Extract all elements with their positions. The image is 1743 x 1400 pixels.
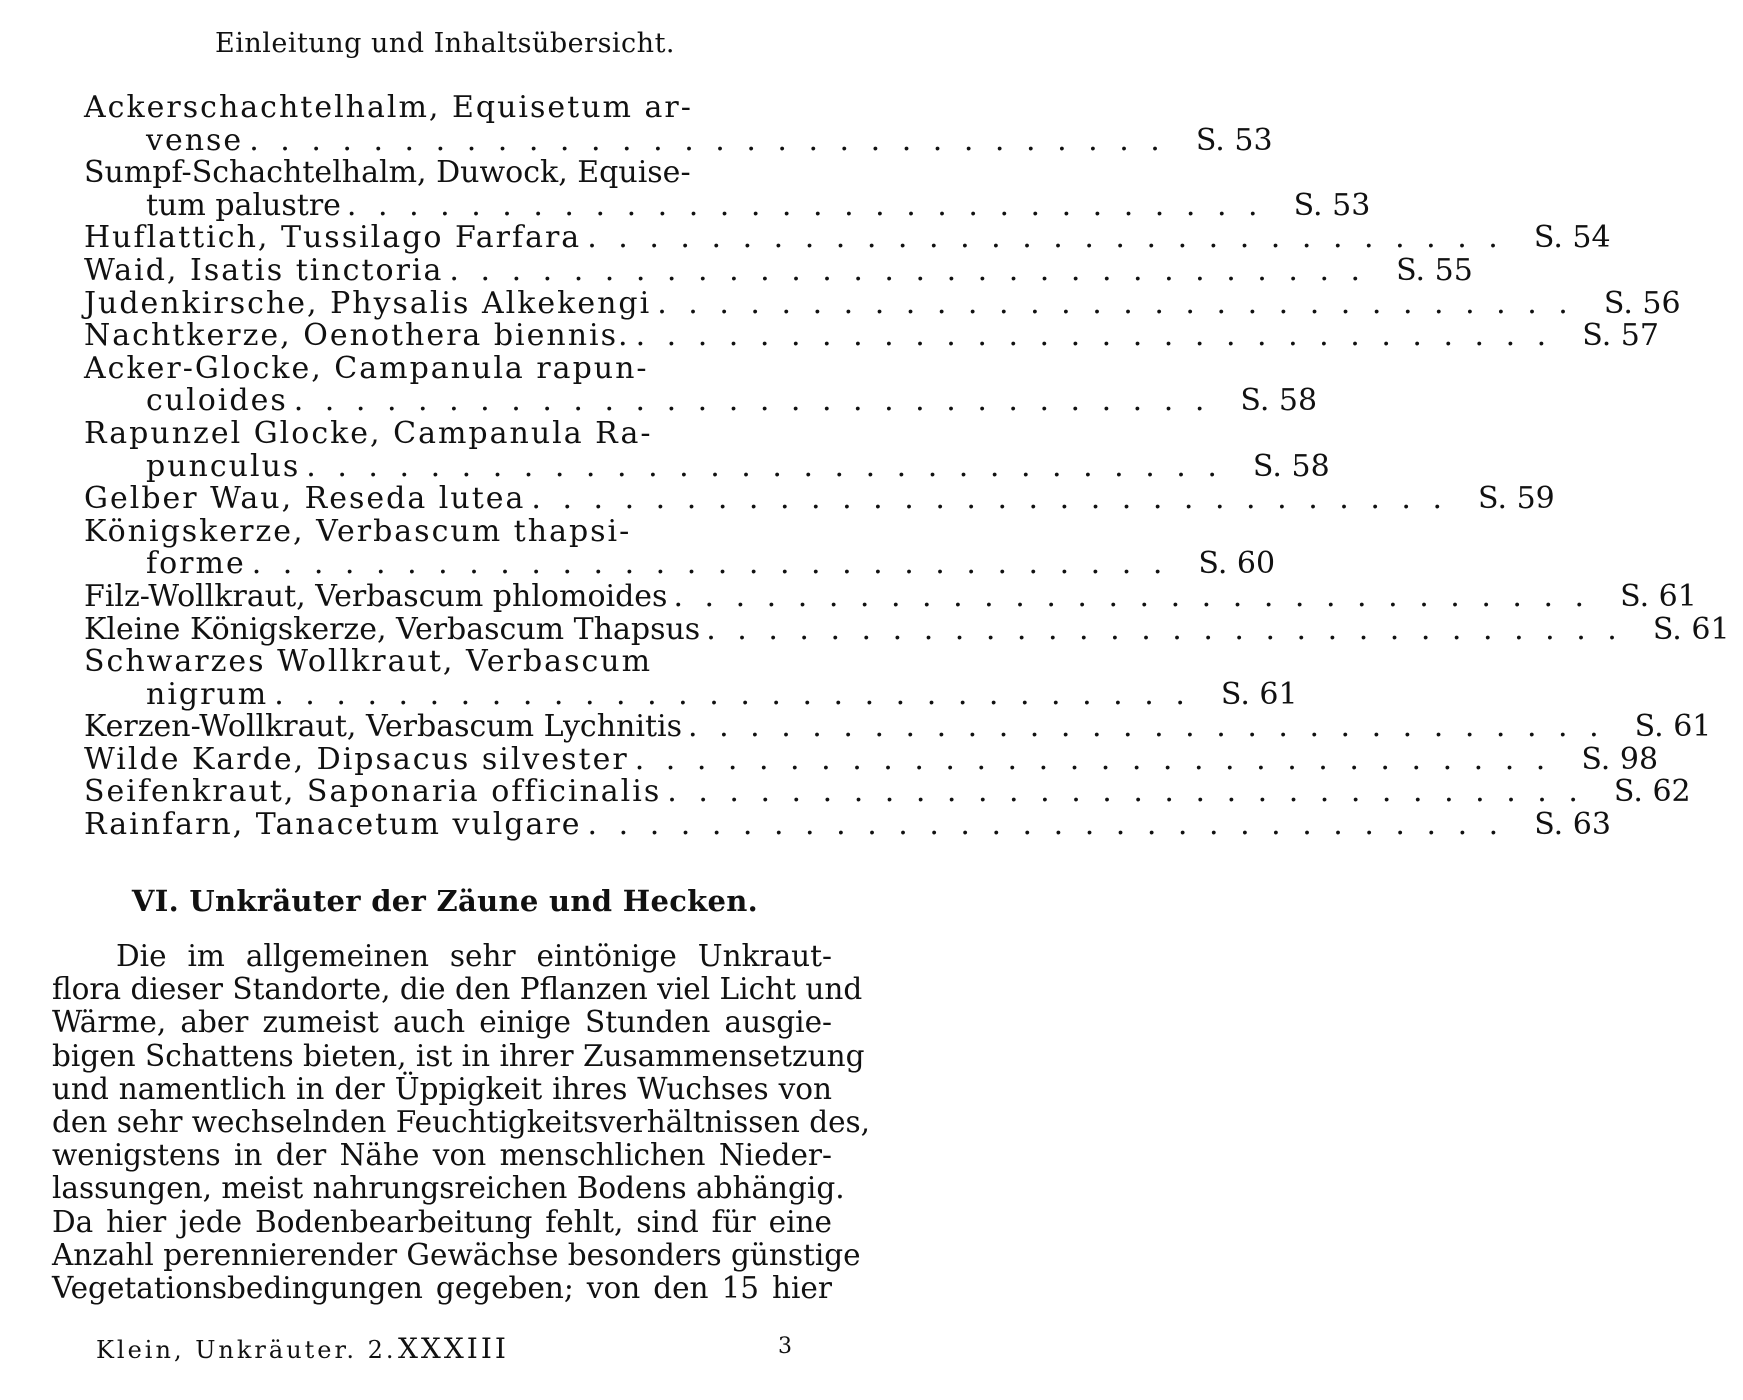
toc-entry [84,807,1611,843]
toc-page-number: S. 53 [1195,122,1273,158]
toc-entry [84,187,1371,223]
footer-page-number: 3 [778,1334,792,1359]
toc-page-number: S. 59 [1478,481,1555,517]
toc-entry [84,481,1555,517]
toc-leader-dots: . . . . . . . . . . . . . . . . . . . . . . . . . . . . . . [657,285,1574,321]
toc-entry [84,415,834,451]
toc-page-number: S. 61 [1220,676,1298,712]
toc-entry-text: Wilde Karde, Dipsacus silvester [84,741,629,777]
toc-leader-dots: . . . . . . . . . . . . . . . . . . . . . . . . . . . . . . [249,122,1166,158]
toc-entry-text: Nachtkerze, Oenothera biennis. [84,318,630,354]
toc-entry [84,318,1659,354]
toc-entry [84,122,1273,158]
toc-entry [84,741,1659,777]
toc-entry-text: Kleine Königskerze, Verbascum Thapsus [84,611,701,647]
running-head: Einleitung und Inhaltsübersicht. [215,28,675,59]
toc-entry [84,285,1681,321]
toc-entry-text: forme [146,546,246,582]
footer-author: Klein, Unkräuter. 2. [96,1336,397,1364]
toc-entry-text: Kerzen-Wollkraut, Verbascum Lychnitis [84,709,683,745]
toc-leader-dots: . . . . . . . . . . . . . . . . . . . . . . . . . . . . . . [251,546,1169,582]
toc-leader-dots: . . . . . . . . . . . . . . . . . . . . . . . . . . . . . . [587,807,1505,843]
body-line: und namentlich in der Üppigkeit ihres Wuchses von [52,1071,832,1106]
toc-entry-text: Seifenkraut, Saponaria officinalis [84,774,662,810]
page-footer [96,1332,796,1376]
toc-entry-text: nigrum [146,676,269,712]
toc-page-number: S. 55 [1396,252,1473,288]
toc-page-number: S. 61 [1634,709,1712,745]
toc-entry-text: Rapunzel Glocke, Campanula Ra- [84,415,653,451]
toc-entry [84,350,834,386]
toc-leader-dots: . . . . . . . . . . . . . . . . . . . . . . . . . . . . . . [293,383,1211,419]
toc-page-number: S. 58 [1240,383,1318,419]
toc-entry [84,709,1712,745]
toc-entry-text: Gelber Wau, Reseda lutea [84,481,526,517]
body-line: wenigstens in der Nähe von menschlichen Nieder- [52,1138,832,1173]
toc-entry [84,448,1330,484]
toc-entry [84,513,834,549]
toc-leader-dots: . . . . . . . . . . . . . . . . . . . . . . . . . . . . . . [673,578,1591,614]
toc-entry-text: Ackerschachtelhalm, Equisetum ar- [84,90,693,125]
body-line: Anzahl perennierender Gewächse besonders günstige [52,1237,861,1272]
toc-entry [84,220,1611,256]
toc-entry [84,92,834,125]
toc-page-number: S. 98 [1581,741,1659,777]
toc-entry-text: Schwarzes Wollkraut, Verbascum [84,644,653,680]
toc-page-number: S. 57 [1582,318,1659,354]
toc-leader-dots: . . . . . . . . . . . . . . . . . . . . . . . . . . . . . . [306,448,1223,484]
toc-entry-text: vense [146,122,244,158]
toc-leader-dots: . . . . . . . . . . . . . . . . . . . . . . . . . . . . . . [531,481,1449,517]
section-heading: VI. Unkräuter der Zäune und Hecken. [131,884,759,918]
toc-page-number: S. 53 [1293,187,1371,223]
toc-entry-text: culoides [146,383,288,419]
toc-page-number: S. 63 [1534,807,1611,843]
toc-leader-dots: . . . . . . . . . . . . . . . . . . . . . . . . . . . . . . [635,318,1553,354]
body-line: den sehr wechselnden Feuchtigkeitsverhältnissen des, [52,1104,871,1139]
body-line: flora dieser Standorte, die den Pflanzen viel Licht und [52,972,863,1007]
toc-page-number: S. 62 [1613,774,1691,810]
toc-leader-dots: . . . . . . . . . . . . . . . . . . . . . . . . . . . . . . [449,252,1367,288]
body-line: Die im allgemeinen sehr eintönige Unkraut- [116,939,832,973]
toc-entry-text: Königskerze, Verbascum thapsi- [84,513,632,549]
toc-entry [84,383,1318,419]
toc-entry [84,646,834,679]
toc-entry-text: Sumpf-Schachtelhalm, Duwock, Equise- [84,155,691,191]
toc-entry-text: Filz-Wollkraut, Verbascum phlomoides [84,578,668,614]
toc-page-number: S. 58 [1252,448,1330,484]
toc-page-number: S. 61 [1652,611,1730,647]
toc-leader-dots: . . . . . . . . . . . . . . . . . . . . . . . . . . . . . . [346,187,1264,223]
toc-entry [84,774,1691,810]
toc-leader-dots: . . . . . . . . . . . . . . . . . . . . . . . . . . . . . . [706,611,1623,647]
toc-entry [84,157,834,190]
body-paragraph [52,939,871,1305]
toc-entry-text: Acker-Glocke, Campanula rapun- [84,350,649,386]
toc-entry-text: Huflattich, Tussilago Farfara [84,220,582,256]
toc-page-number: S. 60 [1198,546,1276,582]
toc-leader-dots: . . . . . . . . . . . . . . . . . . . . . . . . . . . . . . [274,676,1191,712]
toc-page-number: S. 61 [1620,578,1697,614]
body-line: bigen Schattens bieten, ist in ihrer Zusammensetzung [52,1038,865,1073]
toc-leader-dots: . . . . . . . . . . . . . . . . . . . . . . . . . . . . . . [634,741,1552,777]
toc-entry-text: tum palustre [146,187,341,223]
body-line: lassungen, meist nahrungsreichen Bodens abhängig. [52,1171,845,1206]
toc-leader-dots: . . . . . . . . . . . . . . . . . . . . . . . . . . . . . . [667,774,1584,810]
toc-entry [84,578,1697,614]
toc-entry [84,611,1730,647]
toc-entry [84,676,1298,712]
footer-signature: XXXIII [398,1332,509,1365]
body-line: Wärme, aber zumeist auch einige Stunden ausgie- [52,1005,832,1040]
toc-entry-text: punculus [146,448,301,484]
toc-entry [84,252,1473,288]
toc-entry-text: Judenkirsche, Physalis Alkekengi [84,285,652,321]
toc-page-number: S. 54 [1533,220,1611,256]
body-line: Da hier jede Bodenbearbeitung fehlt, sind für eine [52,1204,832,1239]
toc-entry-text: Waid, Isatis tinctoria [84,252,444,288]
toc-entry [84,546,1276,582]
table-of-contents [84,90,1730,843]
toc-leader-dots: . . . . . . . . . . . . . . . . . . . . . . . . . . . . . . [587,220,1504,256]
toc-entry-text: Rainfarn, Tanacetum vulgare [84,807,582,843]
toc-page-number: S. 56 [1603,285,1681,321]
body-line: Vegetationsbedingungen gegeben; von den 15 hier [52,1270,832,1305]
toc-leader-dots: . . . . . . . . . . . . . . . . . . . . . . . . . . . . . . [688,709,1605,745]
